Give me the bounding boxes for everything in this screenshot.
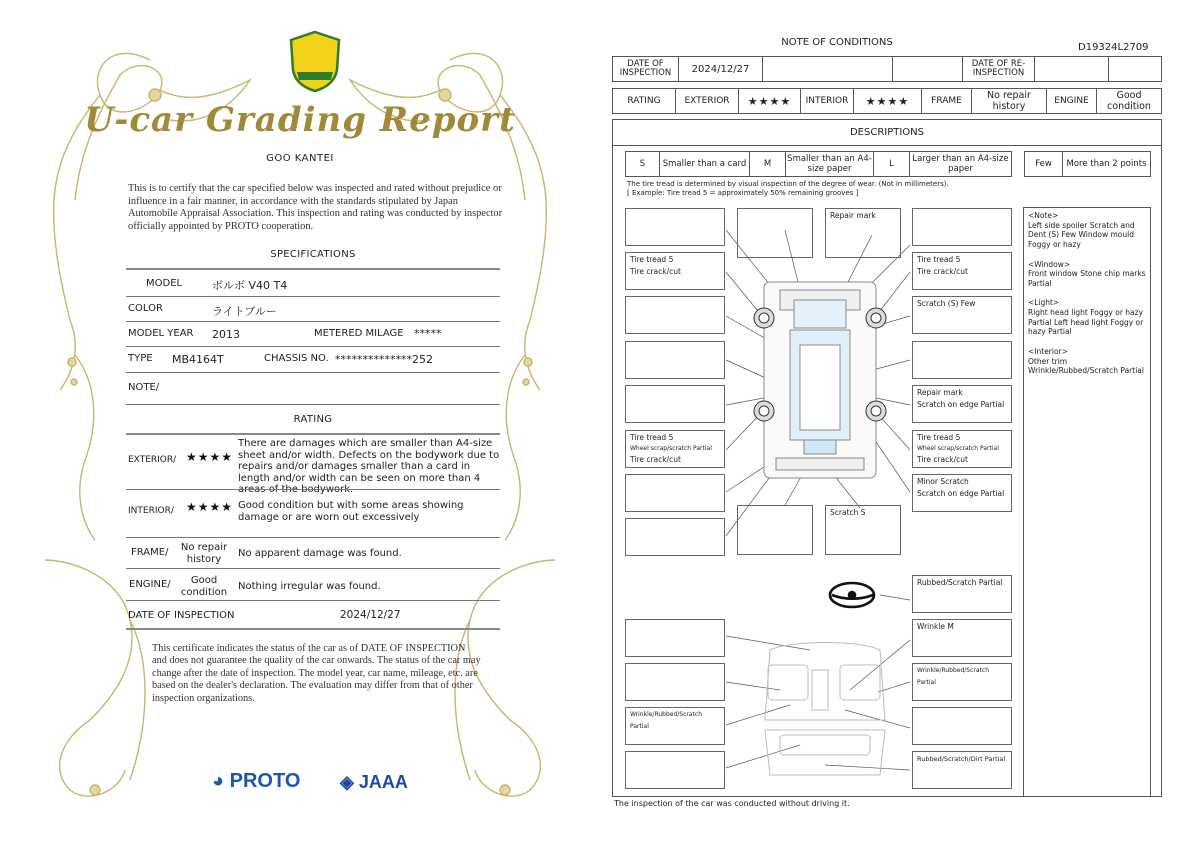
condition-box [625,474,725,512]
type-value: MB4164T [172,353,224,366]
inspection-footnote: The inspection of the car was conducted without driving it. [614,799,850,808]
condition-box-steering: Rubbed/Scratch Partial [912,575,1012,613]
frame-label: FRAME [922,89,972,113]
reinspection-value [1035,57,1109,81]
divider [126,433,500,435]
note-label: NOTE/ [128,382,160,393]
exterior-stars: ★★★★ [739,89,801,113]
interior-section: <Interior> Other trim Wrinkle/Rubbed/Scratch Partial [1028,346,1144,376]
exterior-label: EXTERIOR/ [128,455,177,465]
interior-stars: ★★★★ [186,500,234,514]
legend-few-desc: More than 2 points [1066,159,1147,169]
divider [126,372,500,373]
condition-box [625,296,725,334]
divider [126,537,500,538]
condition-box-rear-right: Minor Scratch Scratch on edge Partial [912,474,1012,512]
condition-box [737,208,813,258]
model-year-label: MODEL YEAR [128,328,194,339]
condition-box-interior-bottom: Rubbed/Scratch/Dirt Partial [912,751,1012,789]
specifications-heading: SPECIFICATIONS [270,249,356,260]
condition-box [625,518,725,556]
blank-cell [1109,57,1161,81]
date-inspection-label: DATE OF INSPECTION [613,57,679,81]
frame-value: No repair history [180,542,228,565]
condition-box [912,208,1012,246]
legend-m-key: M [750,152,786,176]
conditions-title: NOTE OF CONDITIONS [781,37,893,48]
interior-stars: ★★★★ [854,89,922,113]
condition-box-rear-right-tire: Tire tread 5 Wheel scrap/scratch Partial Tire crack/cut [912,430,1012,468]
document-id: D19324L2709 [1078,42,1149,53]
interior-label: INTERIOR/ [128,506,174,516]
condition-box-front-left-tire: Tire tread 5 Tire crack/cut [625,252,725,290]
divider [126,600,500,601]
few-legend [1024,151,1151,177]
condition-box [912,707,1012,745]
legend-l-desc: Larger than an A4-size paper [912,154,1009,174]
notes-list [1023,207,1151,797]
blank-cell [763,57,893,81]
engine-label: ENGINE [1047,89,1097,113]
engine-value: Good condition [180,575,228,598]
color-value: ライトブルー [212,305,277,318]
divider [126,404,500,405]
frame-label: FRAME/ [131,547,169,558]
goo-kantei-badge [287,30,343,92]
certificate-title: U-car Grading Report [84,100,516,140]
divider [126,268,500,270]
condition-box [912,341,1012,379]
type-label: TYPE [128,353,153,364]
tread-explanation: The tire tread is determined by visual inspection of the degree of wear. (Not in millimeters). [ Example: Tire tread 5 = approximately 50% remaining grooves ] [627,180,949,197]
descriptions-heading: DESCRIPTIONS [613,120,1161,146]
engine-label: ENGINE/ [129,579,171,590]
model-value: ボルボ V40 T4 [212,279,288,292]
condition-box-interior-left: Wrinkle/Rubbed/Scratch Partial [625,707,725,745]
exterior-label: EXTERIOR [676,89,739,113]
interior-label: INTERIOR [801,89,854,113]
legend-m-desc: Smaller than an A4-size paper [786,152,874,176]
date-inspection-value: 2024/12/27 [679,57,763,81]
divider [126,489,500,490]
condition-box [625,208,725,246]
condition-box [625,619,725,657]
interior-description: Good condition but with some areas showing damage or are worn out excessively [238,500,464,523]
condition-box-right-front-door: Scratch (S) Few [912,296,1012,334]
legend-l-key: L [874,152,910,176]
legend-s-desc: Smaller than a card [660,152,750,176]
divider [126,321,500,322]
condition-box [625,751,725,789]
frame-value: No repair history [972,89,1047,113]
engine-description: Nothing irregular was found. [238,581,381,592]
condition-box-rear-left-tire: Tire tread 5 Wheel scrap/scratch Partial Tire crack/cut [625,430,725,468]
chassis-label: CHASSIS NO. [264,353,329,364]
jaaa-logo: ◈ JAAA [340,772,408,792]
light-section: <Light> Right head light Foggy or hazy Partial Left head light Foggy or hazy Partial [1028,298,1144,337]
blank-cell [893,57,963,81]
condition-box-front: Repair mark [825,208,901,258]
note-section: <Note> Left side spoiler Scratch and Dent (S) Few Window mould Foggy or hazy [1028,211,1135,250]
condition-box [737,505,813,555]
inspection-date-value: 2024/12/27 [340,609,401,621]
legend-s-key: S [626,152,660,176]
condition-box-front-right-tire: Tire tread 5 Tire crack/cut [912,252,1012,290]
engine-value: Good condition [1107,90,1151,112]
frame-description: No apparent damage was found. [238,548,402,559]
metered-mileage-value: ***** [414,327,442,340]
certificate-disclaimer: This certificate indicates the status of the car as of DATE OF INSPECTION and does not guarantee the quality of the car onwards. The status of the car may change after the date of inspection. The model year, car name, mileage, etc. are based on the dealer's declaration. The evaluation may differ from that of other inspection organizations. [152,643,481,704]
steering-wheel-icon [830,583,874,607]
condition-box [625,341,725,379]
rating-label: RATING [613,89,676,113]
window-section: <Window> Front window Stone chip marks Partial [1028,259,1146,288]
divider [126,346,500,347]
model-label: MODEL [146,278,183,289]
exterior-description: There are damages which are smaller than A4-size sheet and/or width. Defects on the bodywork due to repairs and/or damages smaller than a card in length and/or width can be seen on more than 4 areas of the bodywork. [238,438,500,495]
divider [126,296,500,297]
condition-box [625,385,725,423]
proto-logo: ◕ PROTO [212,770,301,792]
condition-box-interior-right: Wrinkle/Rubbed/Scratch Partial [912,663,1012,701]
reinspection-label: DATE OF RE-INSPECTION [963,57,1035,81]
model-year-value: 2013 [212,328,240,341]
rating-heading: RATING [293,414,333,425]
exterior-stars: ★★★★ [186,450,234,464]
rating-row [612,88,1162,114]
certification-statement: This is to certify that the car specified below was inspected and rated without prejudice or influence in a fair manner, in accordance with the standards stipulated by Japan Automobile Appraisal Association. This inspection and rating was conducted by inspector officially appointed by PROTO cooperation. [128,183,503,232]
inspection-date-row [612,56,1162,82]
certificate-subtitle: GOO KANTEI [266,153,334,164]
condition-box-rear: Scratch S [825,505,901,555]
condition-box-right-rear-door: Repair mark Scratch on edge Partial [912,385,1012,423]
color-label: COLOR [128,303,163,314]
divider [126,628,500,630]
metered-mileage-label: METERED MILAGE [314,328,404,339]
condition-box-interior-top: Wrinkle M [912,619,1012,657]
chassis-value: **************252 [335,353,433,366]
inspection-date-label: DATE OF INSPECTION [128,610,235,621]
condition-box [625,663,725,701]
legend-few-key: Few [1025,152,1063,176]
divider [126,568,500,569]
size-legend [625,151,1012,177]
